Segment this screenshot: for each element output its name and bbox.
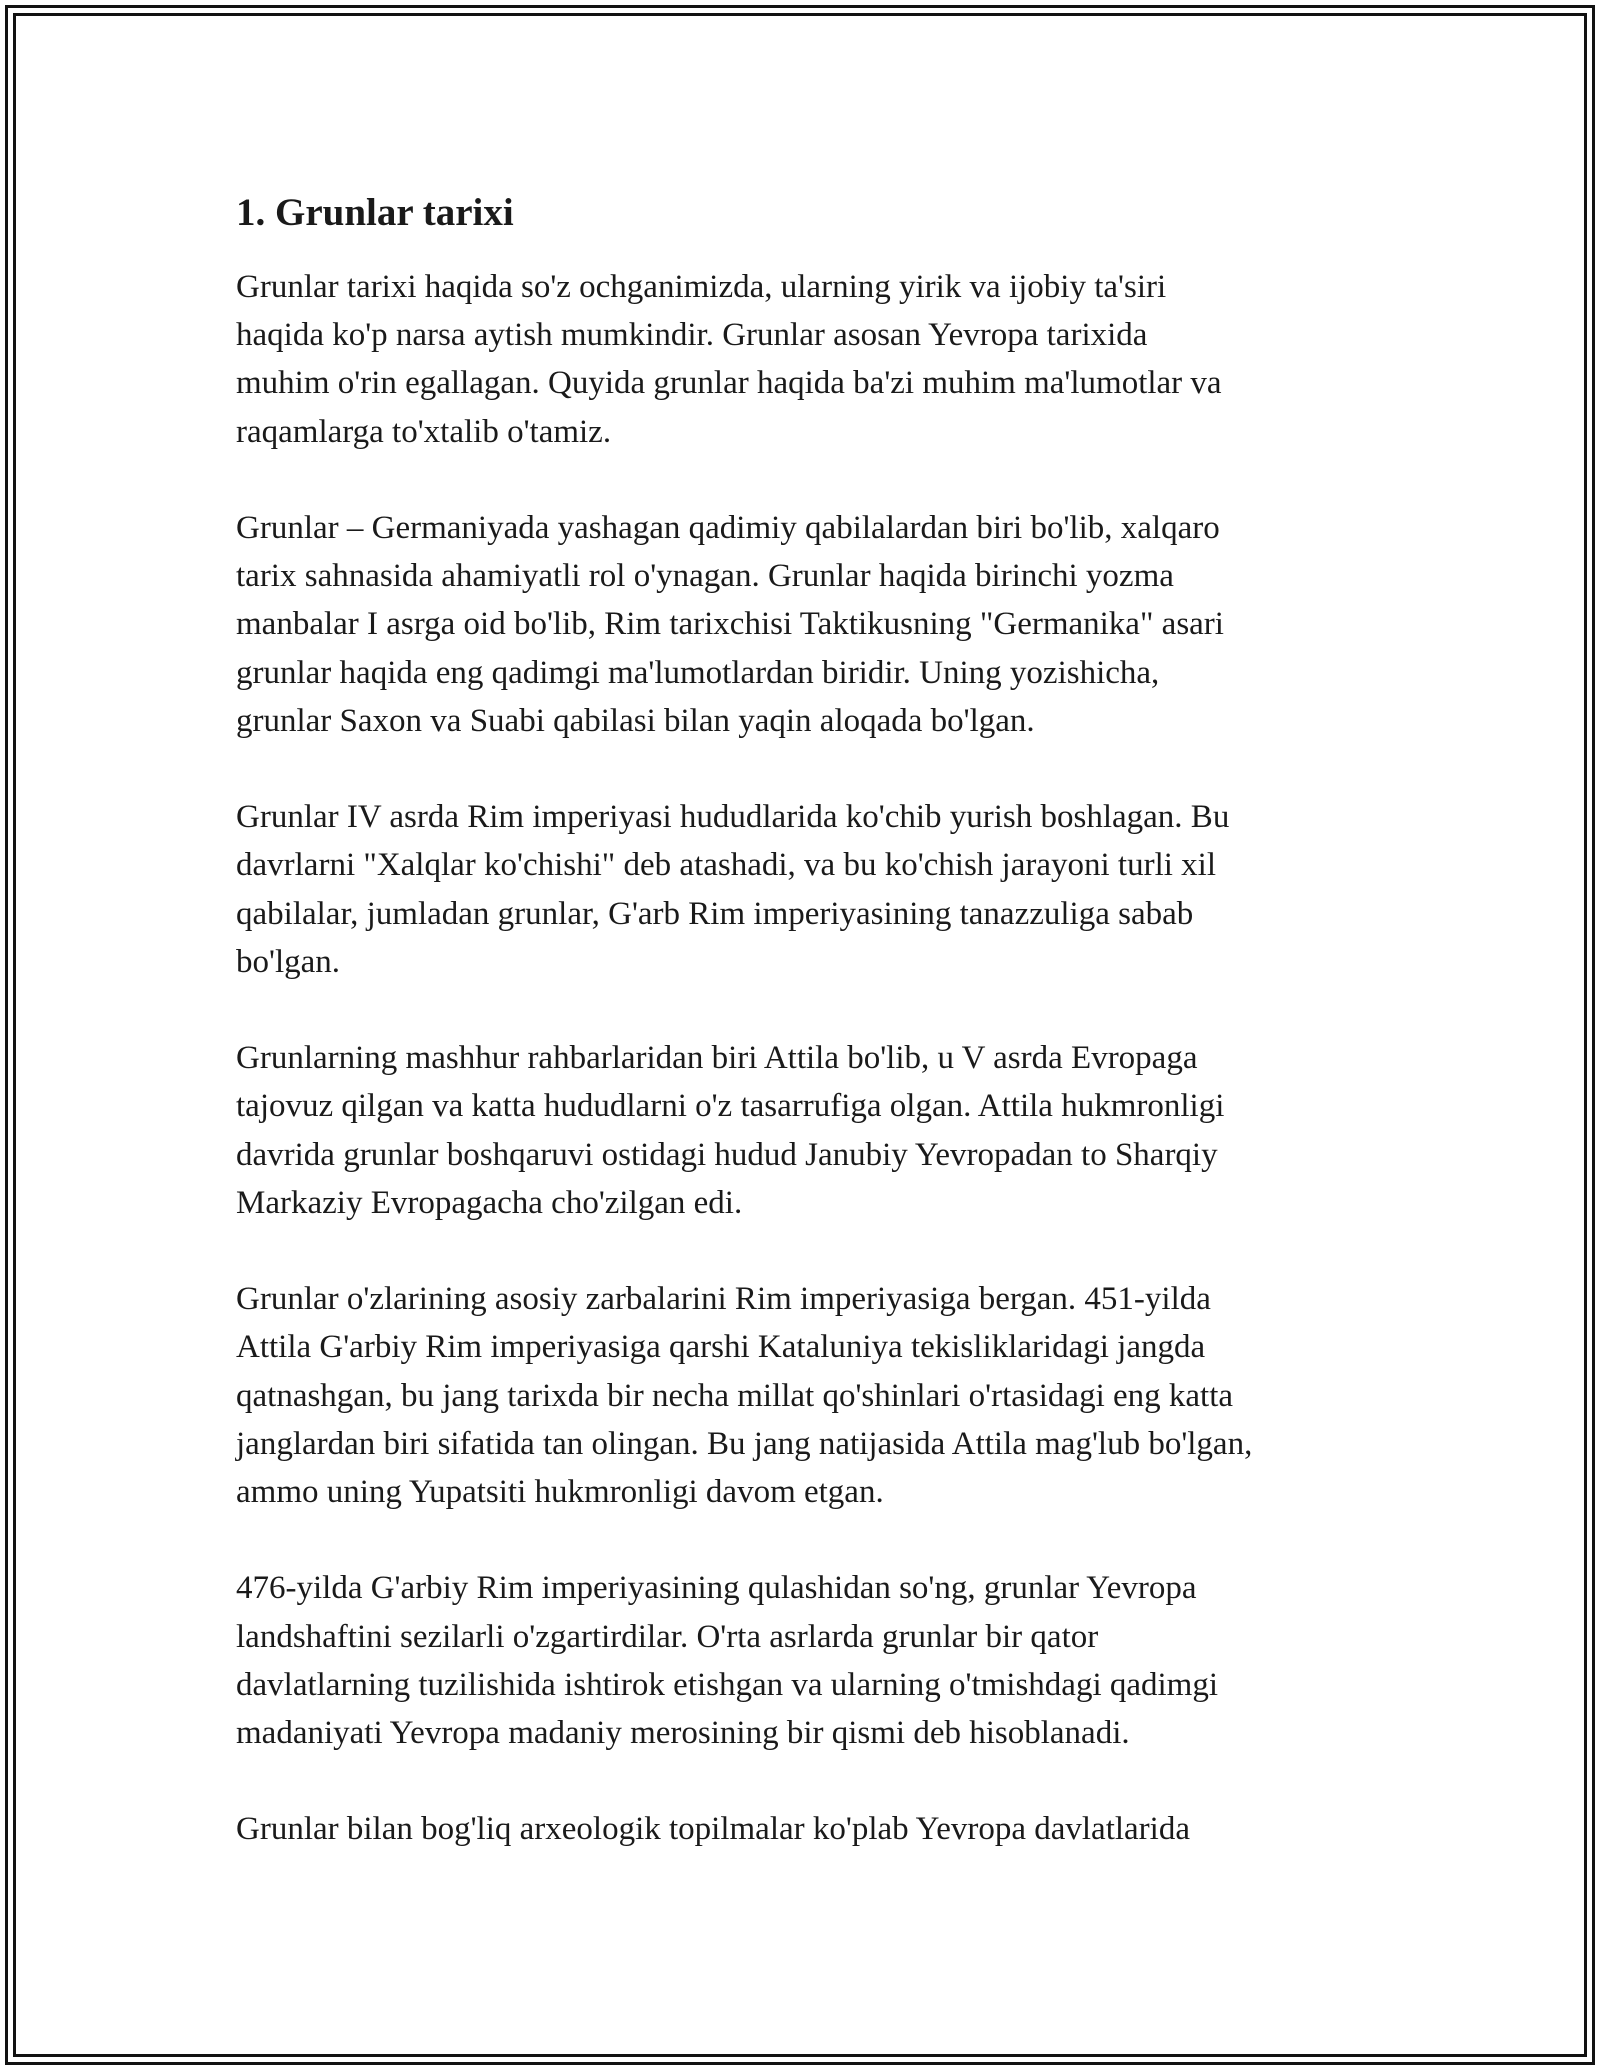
paragraph-6: 476-yilda G'arbiy Rim imperiyasining qulashidan so'ng, grunlar Yevropa landshaftini sezilarli o'zgartirdilar. O'rta asrlarda grunlar bir qator davlatlarning tuzilishida ishtirok etishgan va ularning o'tmishdagi qadimgi madaniyati Yevropa madaniy merosining bir qismi deb hisoblanadi. (236, 1570, 1219, 1752)
paragraph-3: Grunlar IV asrda Rim imperiyasi hududlarida ko'chib yurish boshlagan. Bu davrlarni "Xalqlar ko'chishi" deb atashadi, va bu ko'chish jarayoni turli xil qabilalar, jumladan grunlar, G'arb Rim imperiyasining tanazzuliga sabab bo'lgan. (236, 799, 1230, 980)
document-body (236, 185, 1396, 1902)
paragraph-1: Grunlar tarixi haqida so'z ochganimizda, ularning yirik va ijobiy ta'siri haqida ko'p narsa aytish mumkindir. Grunlar asosan Yevropa tarixida muhim o'rin egallagan. Quyida grunlar haqida ba'zi muhim ma'lumotlar va raqamlarga to'xtalib o'tamiz. (236, 269, 1222, 450)
paragraph-2: Grunlar – Germaniyada yashagan qadimiy qabilalardan biri bo'lib, xalqaro tarix sahnasida ahamiyatli rol o'ynagan. Grunlar haqida birinchi yozma manbalar I asrga oid bo'lib, Rim tarixchisi Taktikusning "Germanika" asari grunlar haqida eng qadimgi ma'lumotlardan biridir. Uning yozishicha, grunlar Saxon va Suabi qabilasi bilan yaqin aloqada bo'lgan. (236, 510, 1224, 739)
paragraph-5: Grunlar o'zlarining asosiy zarbalarini Rim imperiyasiga bergan. 451-yilda Attila G'arbiy Rim imperiyasiga qarshi Kataluniya tekisliklaridagi jangda qatnashgan, bu jang tarixda bir necha millat qo'shinlari o'rtasidagi eng katta janglardan biri sifatida tan olingan. Bu jang natijasida Attila mag'lub bo'lgan, ammo uning Yupatsiti hukmronligi davom etgan. (236, 1281, 1253, 1511)
section-heading: 1. Grunlar tarixi (236, 191, 514, 234)
paragraph-7: Grunlar bilan bog'liq arxeologik topilmalar ko'plab Yevropa davlatlarida (236, 1811, 1190, 1848)
paragraph-4: Grunlarning mashhur rahbarlaridan biri Attila bo'lib, u V asrda Evropaga tajovuz qilgan va katta hududlarni o'z tasarrufiga olgan. Attila hukmronligi davrida grunlar boshqaruvi ostidagi hudud Janubiy Yevropadan to Sharqiy Markaziy Evropagacha cho'zilgan edi. (236, 1040, 1225, 1221)
